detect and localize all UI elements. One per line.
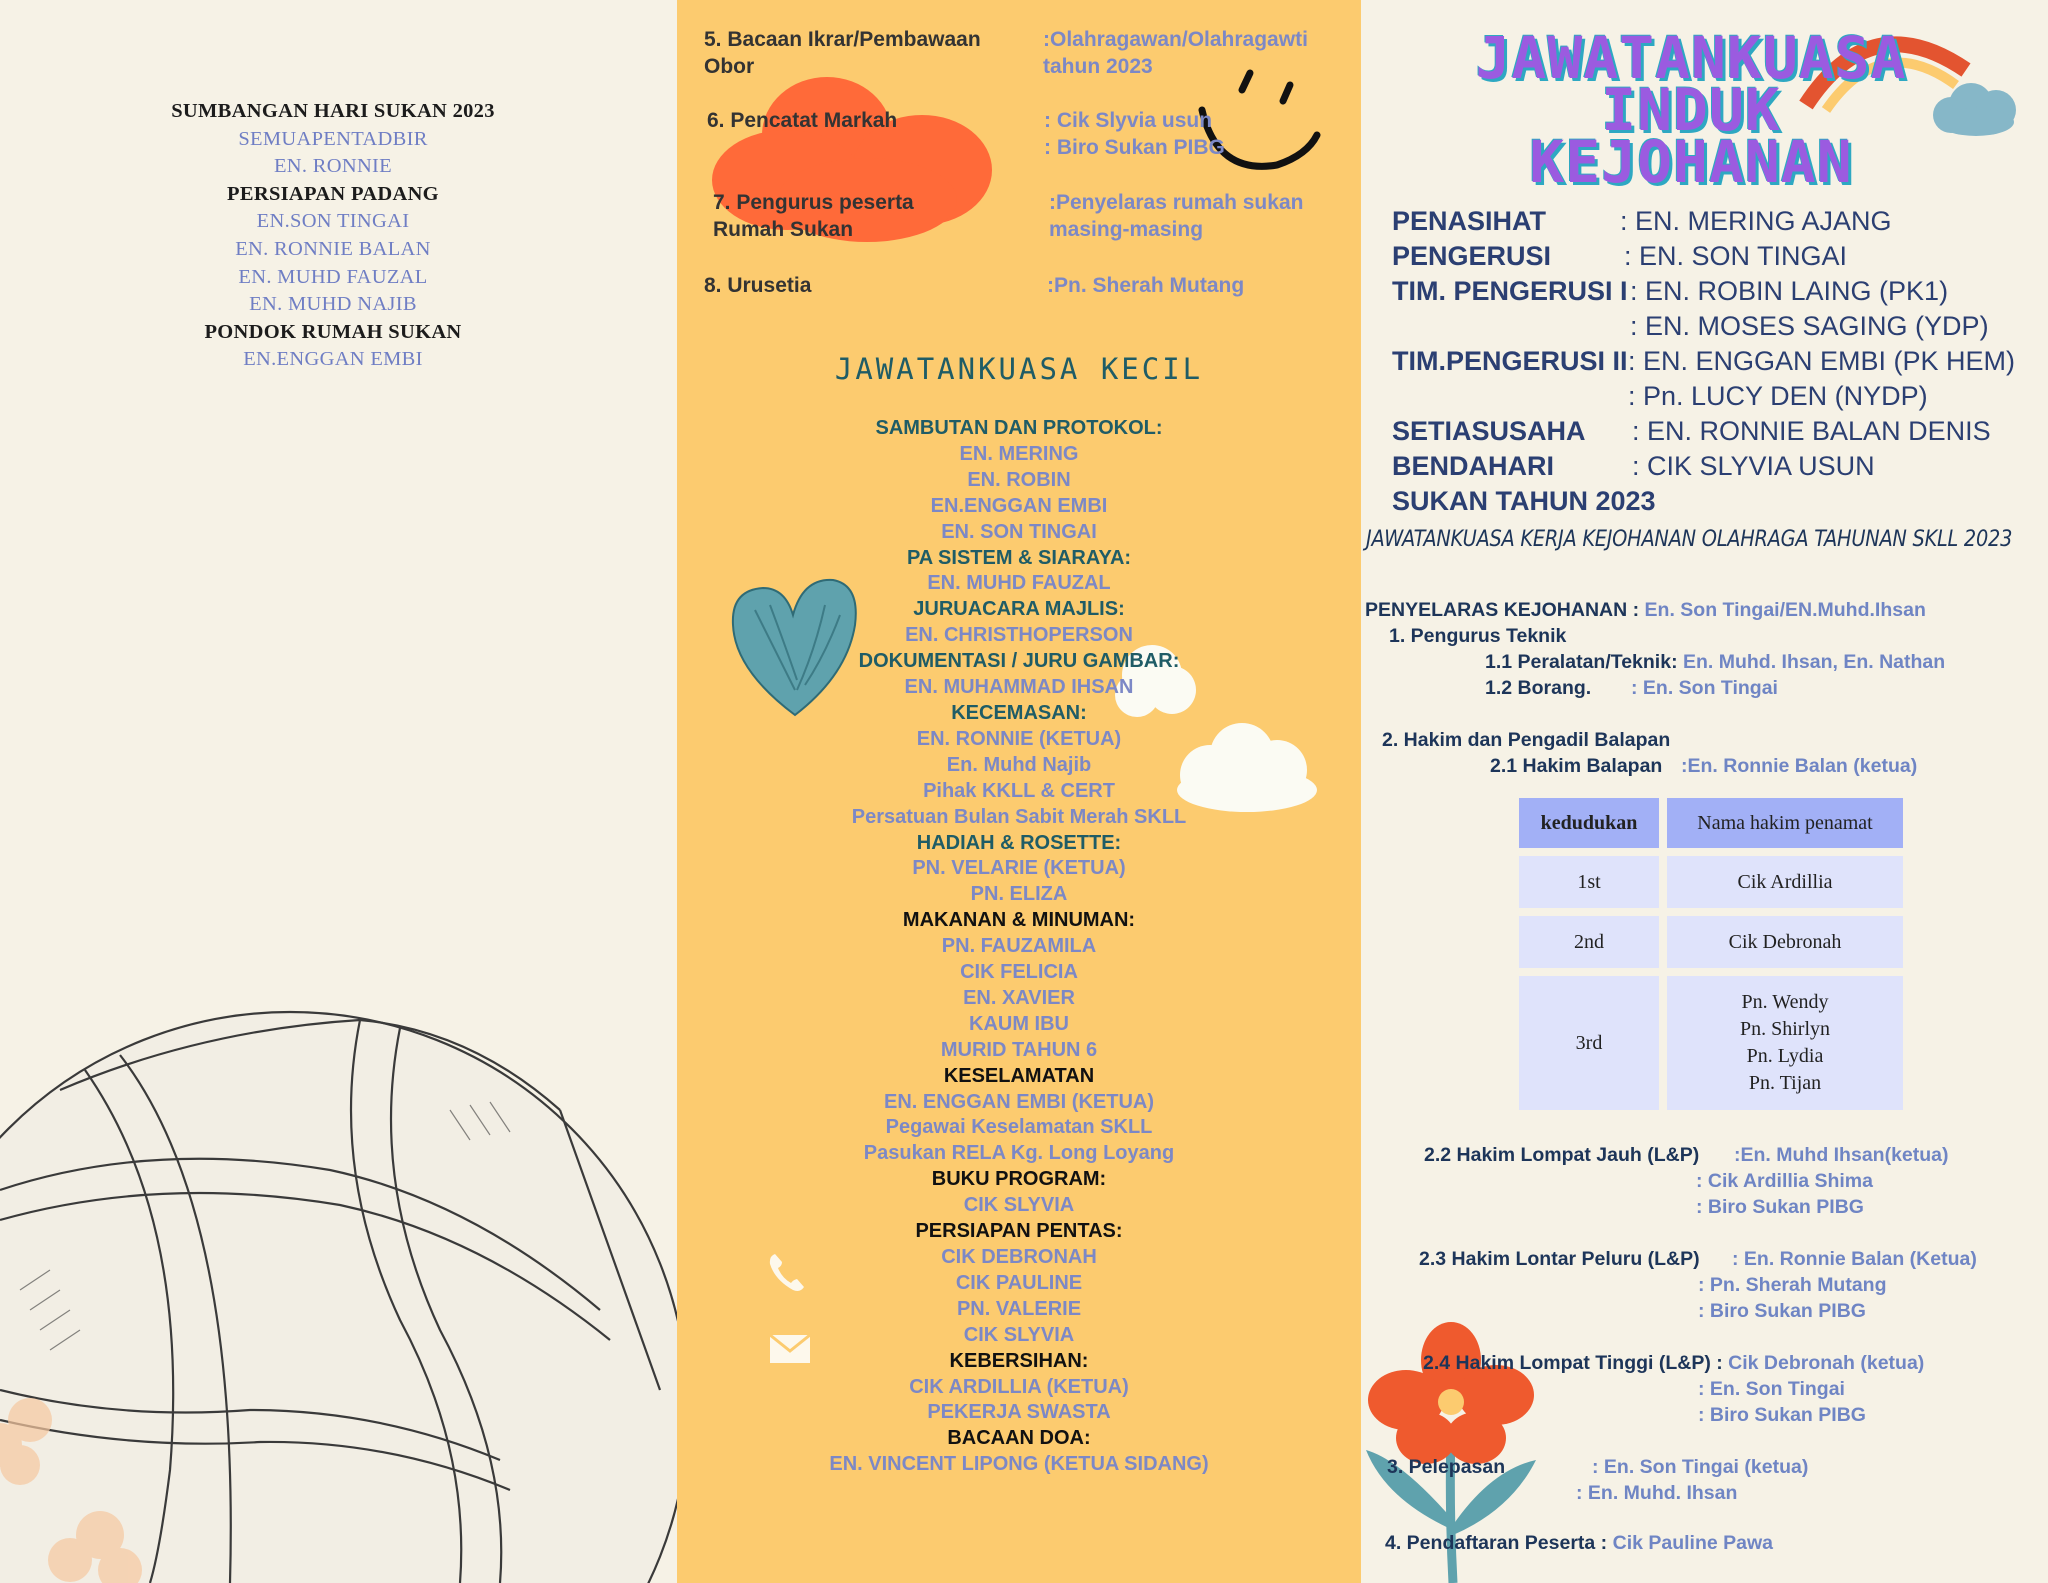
- line-label: 4. Pendaftaran Peserta :: [1385, 1532, 1608, 1554]
- phone-icon: [767, 1250, 807, 1294]
- table-header: kedudukan: [1519, 798, 1659, 848]
- table-header: Nama hakim penamat: [1667, 798, 1903, 848]
- list-heading: DOKUMENTASI / JURU GAMBAR:: [858, 650, 1180, 673]
- left-panel: [0, 0, 677, 1583]
- middle-panel: [677, 0, 1361, 1583]
- role-label: TIM.PENGERUSI II: [1392, 346, 1628, 376]
- lontar-line: [1419, 1246, 1977, 1272]
- mail-icon: [770, 1335, 810, 1363]
- list-item: CIK PAULINE: [955, 1271, 1083, 1294]
- lompat-jauh-line-2: [1696, 1168, 1873, 1194]
- list-item: PN. FAUZAMILA: [941, 935, 1097, 958]
- pendaftaran-line: [1385, 1530, 1773, 1556]
- duty-6: [707, 107, 1347, 167]
- role-label: PENASIHAT: [1392, 206, 1547, 236]
- list-heading: BACAAN DOA:: [947, 1427, 1091, 1450]
- list-item: EN. MUHD FAUZAL: [238, 265, 428, 288]
- role-value: : EN. SON TINGAI: [1624, 241, 1848, 271]
- duty-7: [713, 189, 1353, 249]
- line-value: En. Muhd. Ihsan, En. Nathan: [1677, 651, 1946, 673]
- table-cell: 1st: [1519, 856, 1659, 908]
- duty-value: :Pn. Sherah Mutang: [1047, 274, 1245, 297]
- list-heading: PONDOK RUMAH SUKAN: [204, 320, 462, 343]
- list-item: EN. RONNIE (KETUA): [916, 727, 1122, 750]
- hakim-table: [1511, 790, 1911, 1118]
- list-heading: JURUACARA MAJLIS:: [913, 598, 1125, 621]
- duty-5: [704, 26, 1344, 86]
- list-heading: KECEMASAN:: [951, 701, 1087, 724]
- role-label: PENGERUSI: [1392, 241, 1552, 271]
- list-item: En. Muhd Najib: [946, 753, 1092, 776]
- lompat-tinggi-line-2: [1698, 1376, 1845, 1402]
- line-value: : En. Ronnie Balan (Ketua): [1732, 1248, 1977, 1270]
- line-value: : Biro Sukan PIBG: [1696, 1196, 1864, 1218]
- line-value: :En. Ronnie Balan (ketua): [1681, 755, 1918, 777]
- table-cell: Cik Debronah: [1667, 916, 1903, 968]
- table-cell: 3rd: [1519, 976, 1659, 1110]
- kecil-list: [677, 416, 1361, 1478]
- line-value: :En. Muhd Ihsan(ketua): [1734, 1144, 1949, 1166]
- lontar-line-3: [1698, 1298, 1866, 1324]
- right-panel: [1361, 0, 2048, 1583]
- list-item: Persatuan Bulan Sabit Merah SKLL: [851, 805, 1187, 828]
- table-header-row: [1519, 798, 1903, 848]
- list-heading: KEBERSIHAN:: [949, 1349, 1089, 1372]
- list-item: EN. RONNIE BALAN: [235, 237, 431, 260]
- line-value: : Pn. Sherah Mutang: [1698, 1274, 1887, 1296]
- name-item: Pn. Lydia: [1746, 1045, 1824, 1067]
- role-value: : EN. ENGGAN EMBI (PK HEM): [1628, 346, 2016, 376]
- line-value: : Biro Sukan PIBG: [1698, 1404, 1866, 1426]
- role-label: SUKAN TAHUN 2023: [1392, 486, 1656, 516]
- lompat-tinggi-line: [1423, 1350, 1924, 1376]
- role-value: : EN. MERING AJANG: [1620, 206, 1892, 236]
- list-item: MURID TAHUN 6: [940, 1038, 1098, 1061]
- duty-label: 7. Pengurus peserta Rumah Sukan: [713, 191, 914, 241]
- teknik-line: [1389, 623, 1566, 649]
- title-line: INDUK: [1601, 76, 1781, 144]
- list-heading: SUMBANGAN HARI SUKAN 2023: [171, 100, 495, 122]
- list-item: EN. MUHAMMAD IHSAN: [904, 676, 1134, 699]
- table-row: [1519, 976, 1903, 1110]
- name-item: Pn. Shirlyn: [1739, 1018, 1831, 1040]
- line-value: : Biro Sukan PIBG: [1698, 1300, 1866, 1322]
- lompat-tinggi-line-3: [1698, 1402, 1866, 1428]
- line-label: 2.4 Hakim Lompat Tinggi (L&P) :: [1423, 1352, 1723, 1374]
- name-item: Pn. Wendy: [1741, 991, 1829, 1013]
- list-item: KAUM IBU: [969, 1012, 1069, 1035]
- list-heading: SAMBUTAN DAN PROTOKOL:: [875, 417, 1163, 439]
- list-item: CIK DEBRONAH: [941, 1246, 1097, 1268]
- list-heading: BUKU PROGRAM:: [931, 1168, 1107, 1191]
- line-value: : En. Son Tingai: [1631, 677, 1778, 699]
- sumbangan-list: [0, 98, 666, 374]
- line-value: : En. Son Tingai (ketua): [1592, 1456, 1809, 1478]
- kerja-title: JAWATANKUASA KERJA KEJOHANAN OLAHRAGA TAHUNAN SKLL 2023: [1366, 527, 2013, 552]
- lontar-line-2: [1698, 1272, 1887, 1298]
- list-item: EN. RONNIE: [273, 155, 392, 178]
- list-item: EN.ENGGAN EMBI: [930, 494, 1108, 517]
- list-item: EN. CHRISTHOPERSON: [905, 624, 1133, 647]
- line-value: Cik Pauline Pawa: [1607, 1532, 1774, 1554]
- list-item: PEKERJA SWASTA: [927, 1401, 1111, 1424]
- role-label: TIM. PENGERUSI I: [1392, 276, 1628, 306]
- role-label: BENDAHARI: [1392, 451, 1554, 481]
- line-value: : Cik Ardillia Shima: [1696, 1170, 1873, 1192]
- borang-line: [1485, 675, 1778, 701]
- duty-label: 8. Urusetia: [704, 274, 812, 297]
- role-value: : Pn. LUCY DEN (NYDP): [1628, 381, 1928, 411]
- lompat-jauh-line: [1424, 1142, 1949, 1168]
- list-item: CIK SLYVIA: [963, 1323, 1075, 1346]
- line-label: 2. Hakim dan Pengadil Balapan: [1382, 729, 1671, 751]
- list-item: EN. XAVIER: [963, 986, 1075, 1009]
- list-item: PN. ELIZA: [970, 883, 1068, 906]
- role-value: : EN. MOSES SAGING (YDP): [1630, 311, 1989, 341]
- duty-label: 6. Pencatat Markah: [707, 109, 898, 132]
- line-value: : En. Muhd. Ihsan: [1576, 1482, 1738, 1504]
- penyelaras-line: [1365, 597, 1926, 623]
- list-heading: HADIAH & ROSETTE:: [916, 831, 1122, 854]
- list-heading: PA SISTEM & SIARAYA:: [906, 546, 1132, 569]
- list-item: EN. VINCENT LIPONG (KETUA SIDANG): [829, 1453, 1209, 1476]
- list-item: PN. VELARIE (KETUA): [912, 857, 1126, 880]
- list-item: EN. MUHD NAJIB: [249, 293, 417, 316]
- table-row: [1519, 916, 1903, 968]
- hakim-line: [1382, 727, 1670, 753]
- list-item: Pasukan RELA Kg. Long Loyang: [863, 1142, 1175, 1165]
- line-label: 2.2 Hakim Lompat Jauh (L&P): [1424, 1144, 1700, 1166]
- table-cell: 2nd: [1519, 916, 1659, 968]
- line-value: Cik Debronah (ketua): [1722, 1352, 1925, 1374]
- duty-value: :Olahragawan/Olahragawti tahun 2023: [1043, 28, 1308, 78]
- list-heading: PERSIAPAN PADANG: [227, 182, 439, 205]
- role-label: SETIASUSAHA: [1392, 416, 1586, 446]
- kecil-title: JAWATANKUASA KECIL: [834, 352, 1204, 386]
- list-item: EN. SON TINGAI: [941, 520, 1097, 543]
- line-label: 3. Pelepasan: [1387, 1456, 1506, 1478]
- peralatan-line: [1485, 649, 1945, 675]
- list-item: EN. ENGGAN EMBI (KETUA): [884, 1090, 1154, 1113]
- list-item: Pihak KKLL & CERT: [923, 779, 1115, 802]
- volleyball-icon: [0, 990, 677, 1583]
- list-item: SEMUAPENTADBIR: [238, 127, 428, 150]
- list-item: EN. ROBIN: [967, 468, 1071, 491]
- list-heading: MAKANAN & MINUMAN:: [902, 909, 1136, 932]
- list-item: EN.SON TINGAI: [256, 210, 410, 233]
- duty-label: 5. Bacaan Ikrar/Pembawaan Obor: [704, 28, 981, 78]
- line-value: En. Son Tingai/EN.Muhd.Ihsan: [1639, 599, 1926, 621]
- title-line: JAWATANKUASA: [1475, 24, 1907, 92]
- list-item: EN. MERING: [959, 442, 1079, 465]
- name-item: Pn. Tijan: [1748, 1072, 1822, 1094]
- list-item: CIK FELICIA: [960, 961, 1078, 984]
- line-value: : En. Son Tingai: [1698, 1378, 1845, 1400]
- role-value: : EN. RONNIE BALAN DENIS: [1632, 416, 1991, 446]
- table-row: [1519, 856, 1903, 908]
- table-cell: Cik Ardillia: [1667, 856, 1903, 908]
- list-item: EN. MUHD FAUZAL: [927, 572, 1111, 595]
- pelepasan-line: [1387, 1454, 1809, 1480]
- list-heading: PERSIAPAN PENTAS:: [915, 1220, 1123, 1243]
- line-label: 2.1 Hakim Balapan: [1490, 755, 1663, 777]
- table-cell: [1667, 976, 1903, 1110]
- list-item: CIK SLYVIA: [963, 1194, 1075, 1217]
- list-heading: KESELAMATAN: [943, 1064, 1095, 1087]
- lompat-jauh-line-3: [1696, 1194, 1864, 1220]
- pelepasan-line-2: [1576, 1480, 1737, 1506]
- role-value: : CIK SLYVIA USUN: [1632, 451, 1875, 481]
- list-item: PN. VALERIE: [956, 1297, 1082, 1320]
- role-value: : EN. ROBIN LAING (PK1): [1630, 276, 1949, 306]
- list-item: EN.ENGGAN EMBI: [243, 348, 423, 371]
- line-label: 2.3 Hakim Lontar Peluru (L&P): [1419, 1248, 1700, 1270]
- line-label: 1.1 Peralatan/Teknik:: [1485, 651, 1678, 673]
- line-label: 1. Pengurus Teknik: [1389, 625, 1567, 647]
- line-label: PENYELARAS KEJOHANAN :: [1365, 599, 1640, 621]
- line-label: 1.2 Borang.: [1485, 677, 1592, 699]
- hakim-balapan-line: [1490, 753, 1918, 779]
- duty-value: : Cik Slyvia usun : Biro Sukan PIBG: [1044, 109, 1225, 159]
- main-title: [1391, 24, 1991, 196]
- title-line: KEJOHANAN: [1529, 128, 1853, 196]
- duty-8: [704, 272, 1344, 302]
- list-item: CIK ARDILLIA (KETUA): [909, 1375, 1129, 1398]
- duty-value: :Penyelaras rumah sukan masing-masing: [1049, 191, 1304, 241]
- list-item: Pegawai Keselamatan SKLL: [885, 1116, 1153, 1139]
